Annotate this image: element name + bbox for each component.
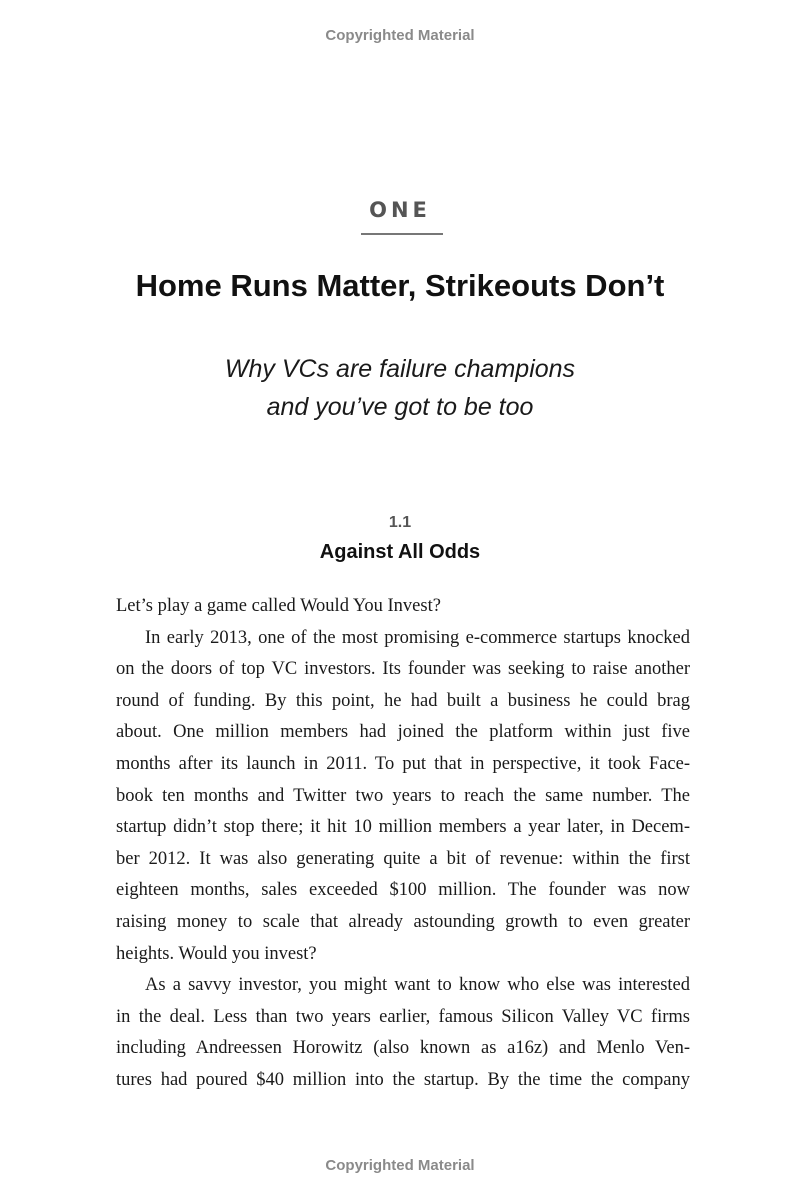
chapter-underline bbox=[361, 233, 443, 235]
chapter-title: Home Runs Matter, Strikeouts Don’t bbox=[135, 268, 665, 303]
body-line: heights. Would you invest? bbox=[116, 943, 317, 964]
body-line: on the doors of top VC investors. Its founder was seeking to raise another bbox=[116, 659, 690, 680]
body-line: tures had poured $40 million into the startup. By the time the company bbox=[116, 1069, 690, 1090]
body-line: Let’s play a game called Would You Invest? bbox=[116, 596, 441, 616]
body-line: including Andreessen Horowitz (also known as a16z) and Menlo Ven- bbox=[116, 1038, 690, 1059]
watermark-top: Copyrighted Material bbox=[325, 27, 475, 44]
body-line: book ten months and Twitter two years to reach the same number. The bbox=[116, 785, 690, 806]
body-line: raising money to scale that already astounding growth to even greater bbox=[116, 911, 690, 932]
watermark-bottom: Copyrighted Material bbox=[325, 1157, 475, 1174]
section-title: Against All Odds bbox=[319, 541, 481, 563]
subtitle-line-1: Why VCs are failure champions bbox=[224, 355, 576, 383]
chapter-subtitle bbox=[0, 350, 800, 426]
subtitle-line-2: and you’ve got to be too bbox=[266, 393, 534, 421]
section-number: 1.1 bbox=[388, 514, 412, 531]
body-line: ber 2012. It was also generating quite a bit of revenue: within the first bbox=[116, 848, 690, 869]
body-line: months after its launch in 2011. To put that in perspective, it took Face- bbox=[116, 753, 690, 774]
body-line: about. One million members had joined the platform within just five bbox=[116, 722, 690, 743]
body-line: startup didn’t stop there; it hit 10 million members a year later, in Decem- bbox=[116, 817, 690, 838]
chapter-number: ONE bbox=[369, 198, 431, 222]
body-line: As a savvy investor, you might want to know who else was interested bbox=[145, 975, 690, 996]
body-line: In early 2013, one of the most promising e-commerce startups knocked bbox=[145, 627, 690, 648]
body-line: in the deal. Less than two years earlier, famous Silicon Valley VC firms bbox=[116, 1006, 690, 1027]
body-line: eighteen months, sales exceeded $100 million. The founder was now bbox=[116, 880, 690, 901]
body-line: round of funding. By this point, he had built a business he could brag bbox=[116, 690, 690, 711]
body-text bbox=[116, 591, 690, 1097]
